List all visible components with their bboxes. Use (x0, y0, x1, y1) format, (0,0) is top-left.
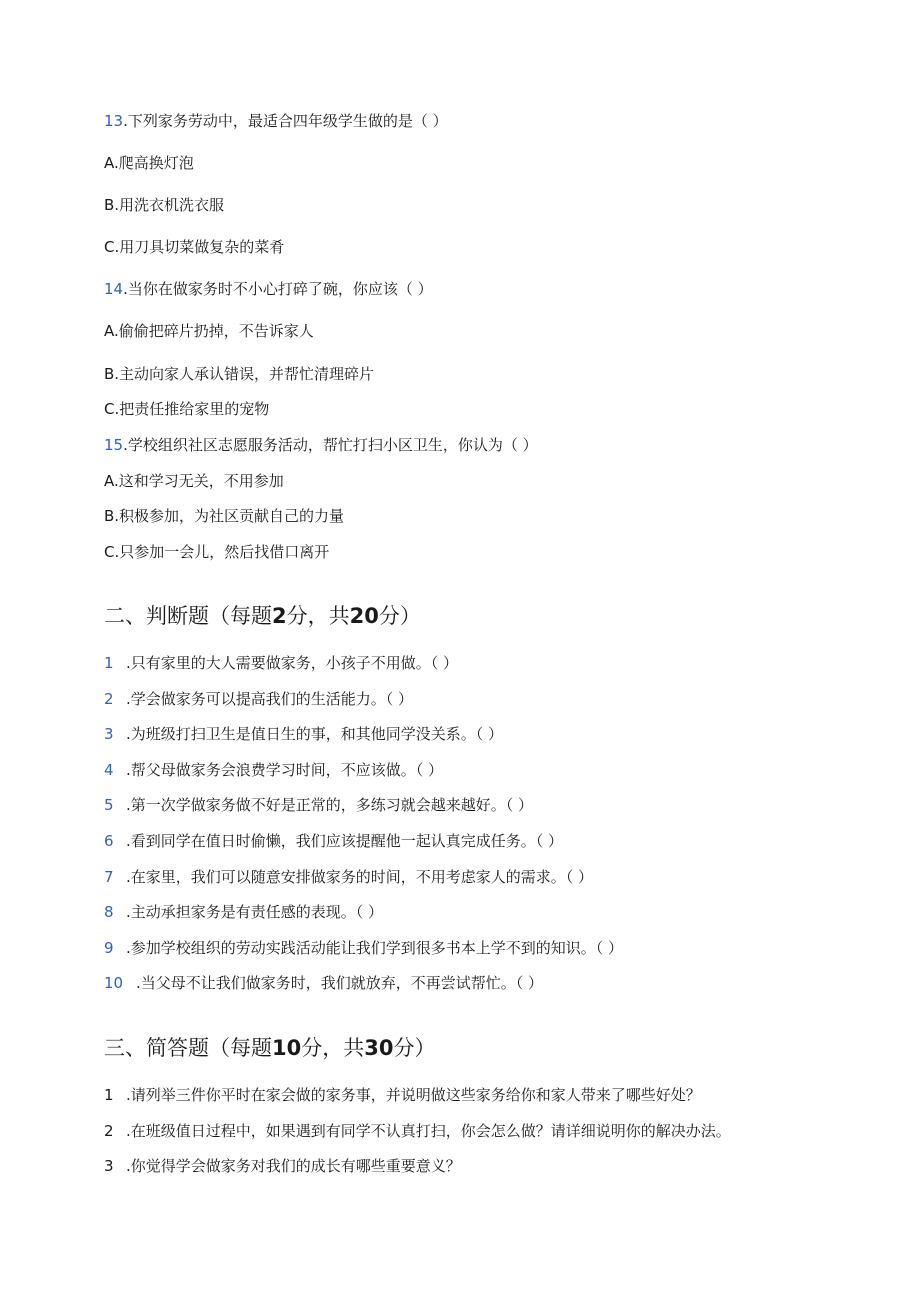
tf-item-3 (104, 724, 503, 744)
heading-suffix: 分） (393, 1036, 436, 1060)
tf-item-4 (104, 760, 443, 780)
heading-total: 30 (364, 1036, 394, 1060)
item-number: 2 (104, 1122, 114, 1140)
heading-mid: 分，共 (301, 1036, 365, 1060)
question-text: .当你在做家务时不小心打碎了碗，你应该（ ） (123, 280, 433, 298)
question-number: 13 (104, 112, 124, 130)
tf-item-6 (104, 831, 563, 851)
item-number: 9 (104, 939, 114, 957)
item-number: 3 (104, 1157, 114, 1175)
heading-points: 2 (272, 604, 287, 628)
option-a: A.爬高换灯泡 (104, 154, 194, 172)
tf-item-7 (104, 867, 593, 887)
item-text: .看到同学在值日时偷懒，我们应该提醒他一起认真完成任务。（ ） (126, 832, 564, 850)
sa-item-1 (104, 1085, 701, 1105)
item-number: 5 (104, 796, 114, 814)
question-number: 14 (104, 280, 124, 298)
item-number: 10 (104, 974, 124, 992)
tf-item-1 (104, 653, 458, 673)
heading-prefix: 二、判断题（每题 (104, 604, 272, 628)
option-b: B.主动向家人承认错误，并帮忙清理碎片 (104, 365, 375, 383)
heading-points: 10 (272, 1036, 302, 1060)
tf-item-2 (104, 689, 413, 709)
heading-total: 20 (349, 604, 379, 628)
item-number: 8 (104, 903, 114, 921)
item-text: .帮父母做家务会浪费学习时间，不应该做。（ ） (126, 761, 444, 779)
section-heading-short-answer (104, 1034, 435, 1062)
heading-suffix: 分） (378, 604, 421, 628)
item-text: .为班级打扫卫生是值日生的事，和其他同学没关系。（ ） (126, 725, 504, 743)
item-text: .第一次学做家务做不好是正常的，多练习就会越来越好。（ ） (126, 796, 534, 814)
item-text: .参加学校组织的劳动实践活动能让我们学到很多书本上学不到的知识。（ ） (126, 939, 624, 957)
question-text: .学校组织社区志愿服务活动，帮忙打扫小区卫生，你认为（ ） (123, 436, 538, 454)
item-number: 7 (104, 868, 114, 886)
item-number: 6 (104, 832, 114, 850)
item-number: 1 (104, 1086, 114, 1104)
option-a: A.偷偷把碎片扔掉，不告诉家人 (104, 322, 314, 340)
question-14 (104, 279, 433, 299)
question-text: .下列家务劳动中，最适合四年级学生做的是（ ） (123, 112, 448, 130)
item-text: .主动承担家务是有责任感的表现。（ ） (126, 903, 384, 921)
item-number: 3 (104, 725, 114, 743)
sa-item-2 (104, 1121, 731, 1141)
tf-item-5 (104, 795, 533, 815)
item-text: .你觉得学会做家务对我们的成长有哪些重要意义？ (126, 1157, 461, 1175)
option-b: B.用洗衣机洗衣服 (104, 196, 225, 214)
heading-mid: 分，共 (286, 604, 350, 628)
heading-prefix: 三、简答题（每题 (104, 1036, 272, 1060)
question-number: 15 (104, 436, 124, 454)
tf-item-10 (104, 973, 543, 993)
item-text: .在班级值日过程中，如果遇到有同学不认真打扫，你会怎么做？请详细说明你的解决办法。 (126, 1122, 731, 1140)
item-number: 4 (104, 761, 114, 779)
option-c: C.用刀具切菜做复杂的菜肴 (104, 238, 285, 256)
item-text: .学会做家务可以提高我们的生活能力。（ ） (126, 690, 414, 708)
question-15 (104, 435, 538, 455)
question-13 (104, 111, 448, 131)
option-b: B.积极参加，为社区贡献自己的力量 (104, 507, 345, 525)
item-text: .只有家里的大人需要做家务，小孩子不用做。（ ） (126, 654, 459, 672)
item-text: .当父母不让我们做家务时，我们就放弃，不再尝试帮忙。（ ） (136, 974, 544, 992)
option-c: C.把责任推给家里的宠物 (104, 400, 270, 418)
tf-item-9 (104, 938, 623, 958)
section-heading-true-false (104, 602, 421, 630)
item-text: .在家里，我们可以随意安排做家务的时间，不用考虑家人的需求。（ ） (126, 868, 594, 886)
item-text: .请列举三件你平时在家会做的家务事，并说明做这些家务给你和家人带来了哪些好处？ (126, 1086, 701, 1104)
option-a: A.这和学习无关，不用参加 (104, 472, 284, 490)
sa-item-3 (104, 1156, 461, 1176)
option-c: C.只参加一会儿，然后找借口离开 (104, 543, 330, 561)
item-number: 1 (104, 654, 114, 672)
item-number: 2 (104, 690, 114, 708)
tf-item-8 (104, 902, 383, 922)
